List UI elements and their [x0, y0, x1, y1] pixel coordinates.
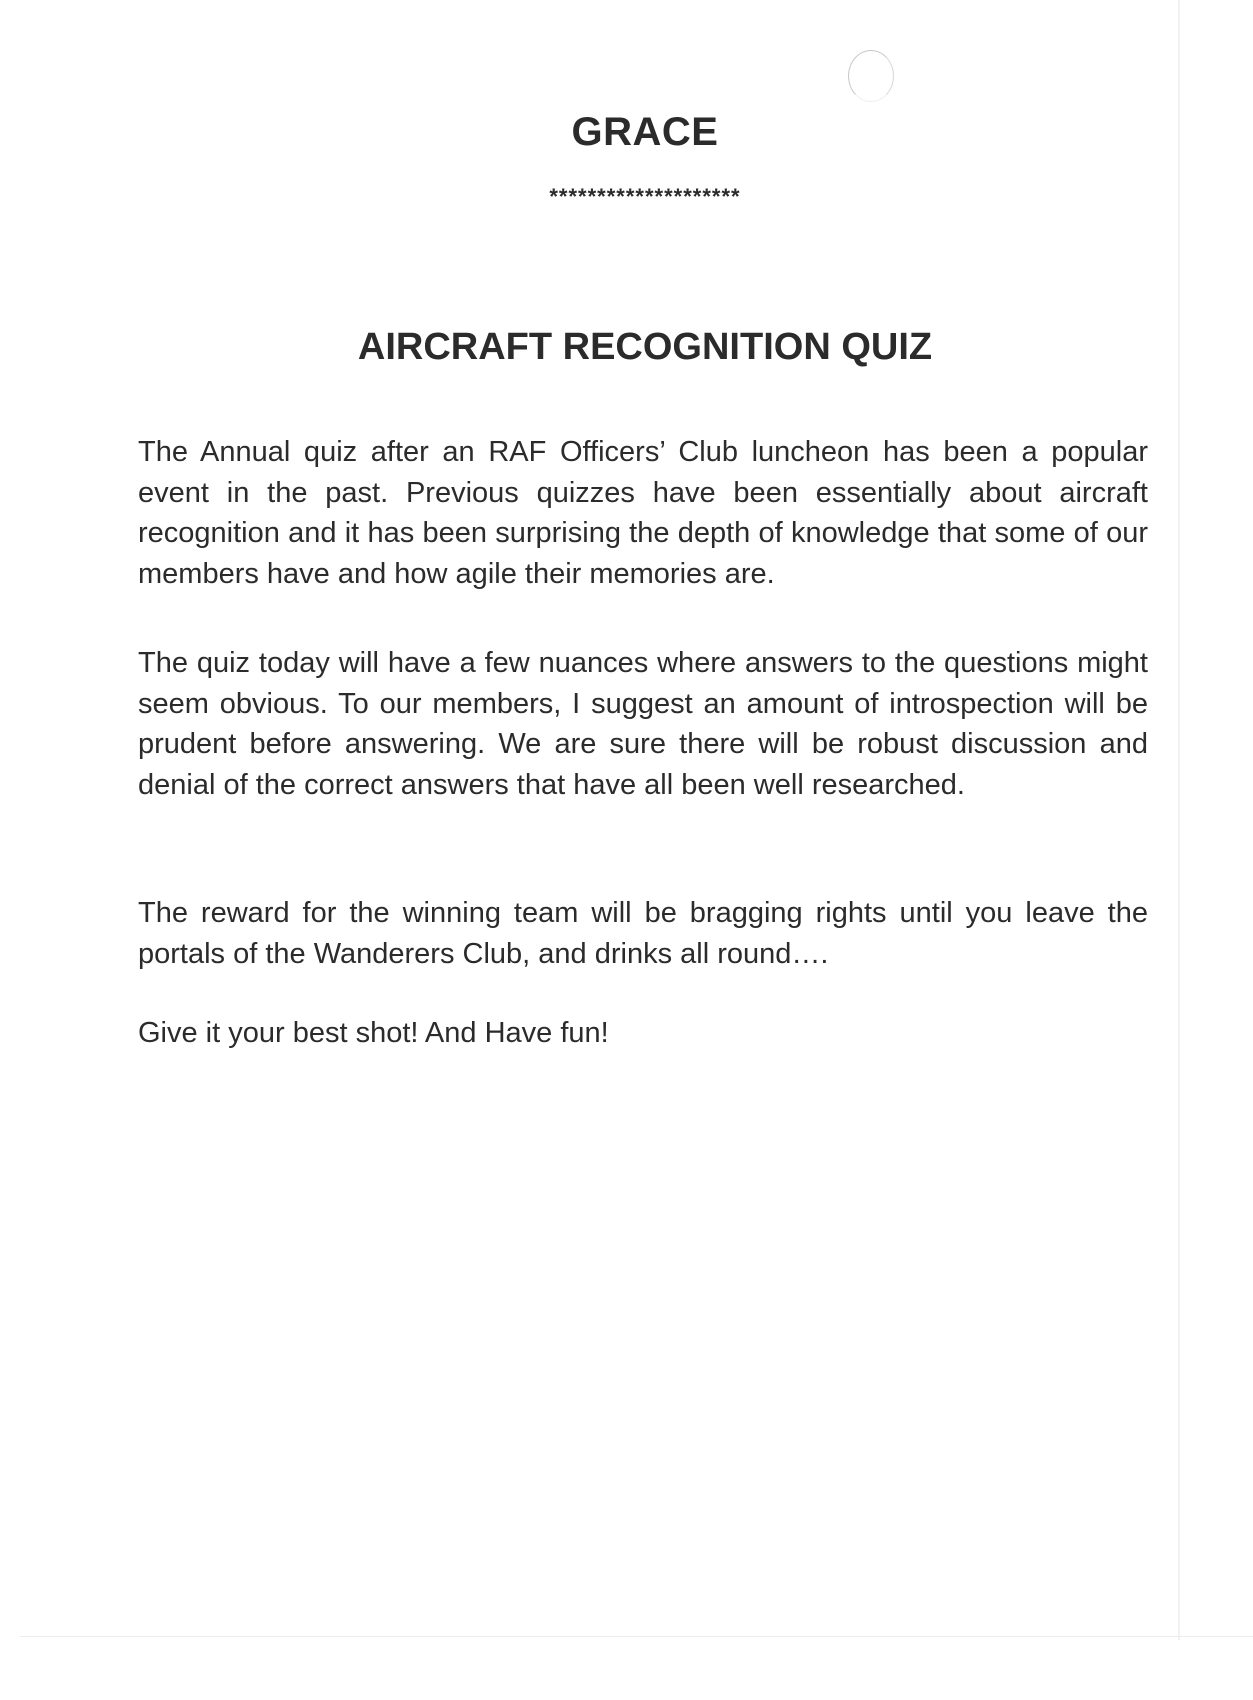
paragraph-closing: Give it your best shot! And Have fun!: [138, 1017, 609, 1049]
punch-hole-mark: [848, 50, 894, 102]
document-header: GRACE: [571, 110, 719, 154]
paragraph-nuances: The quiz today will have a few nuances where answers to the questions might seem obvious. To our members, I suggest an amount of introspection will be prudent before answering. We are sure there will be robust discussion and denial of the correct answers that have all been well researched.: [138, 647, 1148, 801]
paragraph-intro: The Annual quiz after an RAF Officers’ Club luncheon has been a popular event in the past. Previous quizzes have been essentially about aircraft recognition and it has been surprising the depth of knowledge that some of our members have and how agile their memories are.: [138, 436, 1148, 590]
separator: ********************: [549, 184, 741, 209]
scan-bottom-line: [20, 1636, 1253, 1637]
document-title: AIRCRAFT RECOGNITION QUIZ: [357, 326, 933, 368]
paragraph-reward: The reward for the winning team will be bragging rights until you leave the portals of the Wanderers Club, and drinks all round….: [138, 897, 1148, 970]
scan-edge-line: [1178, 0, 1180, 1640]
